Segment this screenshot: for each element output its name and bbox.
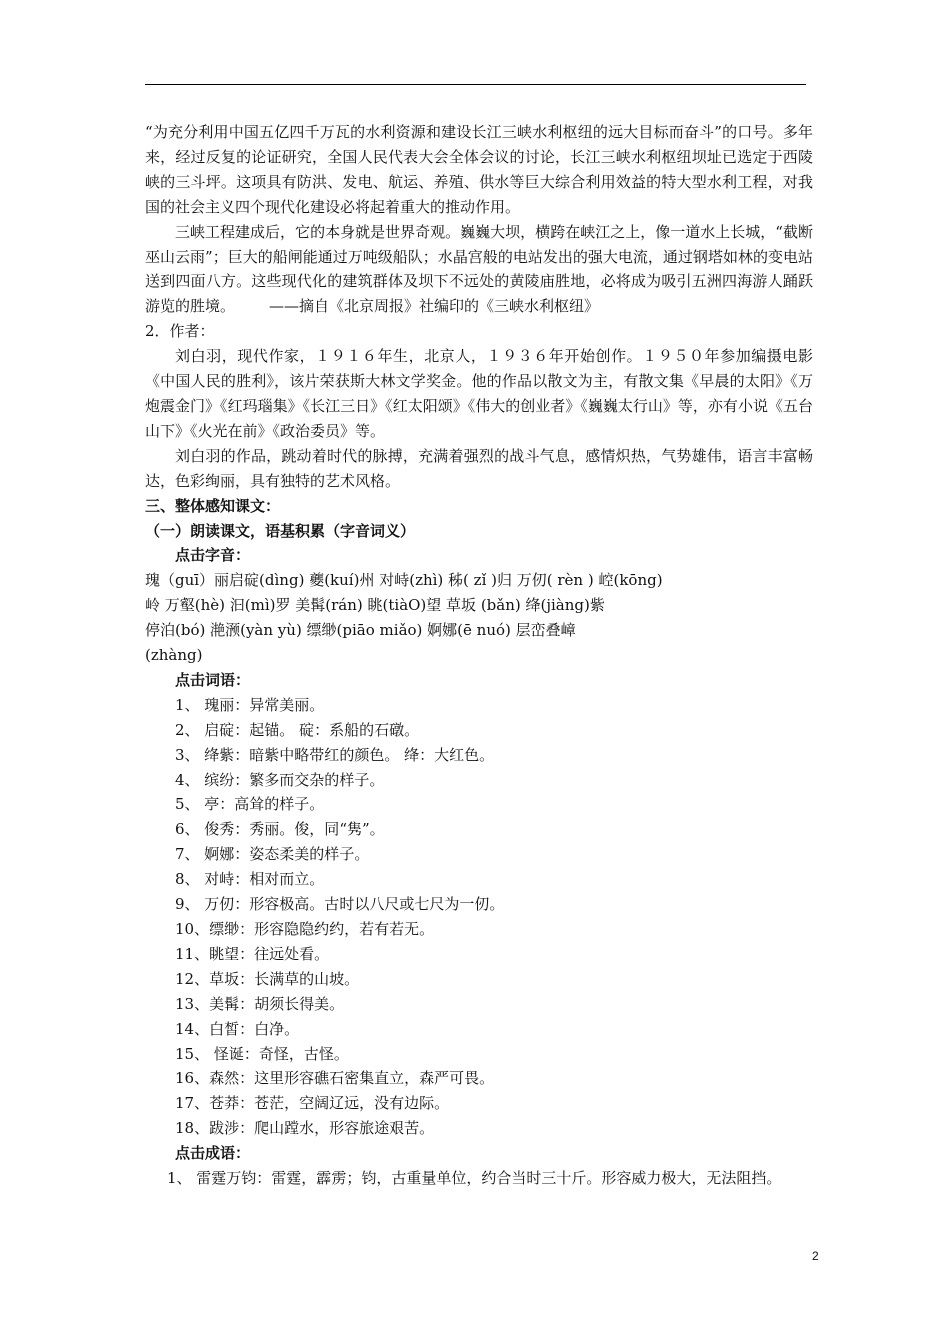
author-paragraph-2: 刘白羽的作品，跳动着时代的脉搏，充满着强烈的战斗气息，感情炽热，气势雄伟，语言丰富畅达，色彩绚丽，具有独特的艺术风格。 (145, 446, 813, 490)
words-list (145, 693, 813, 1141)
word-item: 18、跋涉：爬山蹚水，形容旅途艰苦。 (175, 1119, 435, 1138)
words-heading: 点击词语： (175, 670, 251, 689)
subsection-heading: （一）朗读课文，语基积累（字音词义） (145, 521, 416, 540)
pronunciation-heading: 点击字音： (175, 546, 251, 565)
word-item: 11、眺望：往远处看。 (175, 944, 330, 963)
intro-paragraph-2-text: 三峡工程建成后，它的本身就是世界奇观。巍巍大坝，横跨在峡江之上，像一道水上长城，“截断巫山云雨”；巨大的船闸能通过万吨级船队；水晶宫般的电站发出的强大电流，通过钢塔如林的变电站送到四面八方。这些现代化的建筑群体及坝下不远处的黄陵庙胜地，必将成为吸引五洲四海游人踊跃游览的胜境。 (145, 222, 813, 316)
word-item: 13、美髯：胡须长得美。 (175, 994, 345, 1013)
author-paragraph-1: 刘白羽，现代作家，１９１６年生，北京人，１９３６年开始创作。１９５０年参加编摄电影《中国人民的胜利》，该片荣获斯大林文学奖金。他的作品以散文为主，有散文集《早晨的太阳》《万炮震金门》《红玛瑙集》《长江三日》《红太阳颂》《伟大的创业者》《巍巍太行山》等，亦有小说《五台山下》《火光在前》《政治委员》等。 (145, 347, 813, 440)
idioms-heading: 点击成语： (175, 1144, 251, 1163)
word-item: 8、 对峙：相对而立。 (175, 870, 325, 889)
word-item: 1、 瑰丽：异常美丽。 (175, 695, 325, 714)
section-heading: 三、整体感知课文： (145, 496, 281, 515)
word-item: 5、 亭：高耸的样子。 (175, 795, 325, 814)
pronunciation-line: 瑰（guī）丽启碇(dìng) 夔(kuí)州 对峙(zhì) 秭( zǐ )归 万仞( rèn ) 崆(kōng) (145, 571, 663, 590)
document-body (145, 120, 813, 1191)
word-item: 6、 俊秀：秀丽。俊，同“隽”。 (175, 820, 385, 839)
word-item: 3、 绛紫：暗紫中略带红的颜色。 绛：大红色。 (175, 745, 495, 764)
word-item: 4、 缤纷：繁多而交杂的样子。 (175, 770, 385, 789)
word-item: 16、森然：这里形容礁石密集直立，森严可畏。 (175, 1069, 495, 1088)
author-heading: 2．作者： (145, 322, 215, 341)
word-item: 10、缥缈：形容隐隐约约，若有若无。 (175, 920, 435, 938)
header-rule (145, 84, 806, 85)
pronunciation-line: 停泊(bó) 滟滪(yàn yù) 缥缈(piāo miǎo) 婀娜(ē nuó) 层峦叠嶂 (145, 621, 576, 640)
idiom-item: 1、 雷霆万钧：雷霆，霹雳；钧，古重量单位，约合当时三十斤。形容威力极大，无法阻挡。 (167, 1169, 782, 1188)
word-item: 7、 婀娜：姿态柔美的样子。 (175, 845, 370, 864)
word-item: 12、草坂：长满草的山坡。 (175, 969, 360, 988)
pronunciation-list (145, 568, 813, 668)
intro-paragraph-1: “为充分利用中国五亿四千万瓦的水利资源和建设长江三峡水利枢纽的远大目标而奋斗”的口号。多年来，经过反复的论证研究，全国人民代表大会全体会议的讨论，长江三峡水利枢纽坝址已选定于西陵峡的三斗坪。这项具有防洪、发电、航运、养殖、供水等巨大综合利用效益的特大型水利工程，对我国的社会主义四个现代化建设必将起着重大的推动作用。 (145, 123, 813, 216)
page-number: 2 (812, 1249, 819, 1263)
word-item: 17、苍莽：苍茫，空阔辽远，没有边际。 (175, 1094, 450, 1113)
intro-paragraph-2 (145, 220, 813, 320)
idioms-list (145, 1166, 813, 1191)
word-item: 14、白皙：白净。 (175, 1019, 300, 1038)
source-note: ——摘自《北京周报》社编印的《三峡水利枢纽》 (269, 297, 600, 316)
pronunciation-line: (zhàng) (145, 646, 203, 665)
word-item: 9、 万仞：形容极高。古时以八尺或七尺为一仞。 (175, 895, 505, 914)
pronunciation-line: 岭 万壑(hè) 汩(mì)罗 美髯(rán) 眺(tiàO)望 草坂 (bǎn) 绛(jiàng)紫 (145, 596, 605, 615)
word-item: 2、 启碇：起锚。 碇：系船的石礅。 (175, 720, 420, 739)
word-item: 15、 怪诞：奇怪，古怪。 (175, 1044, 349, 1063)
